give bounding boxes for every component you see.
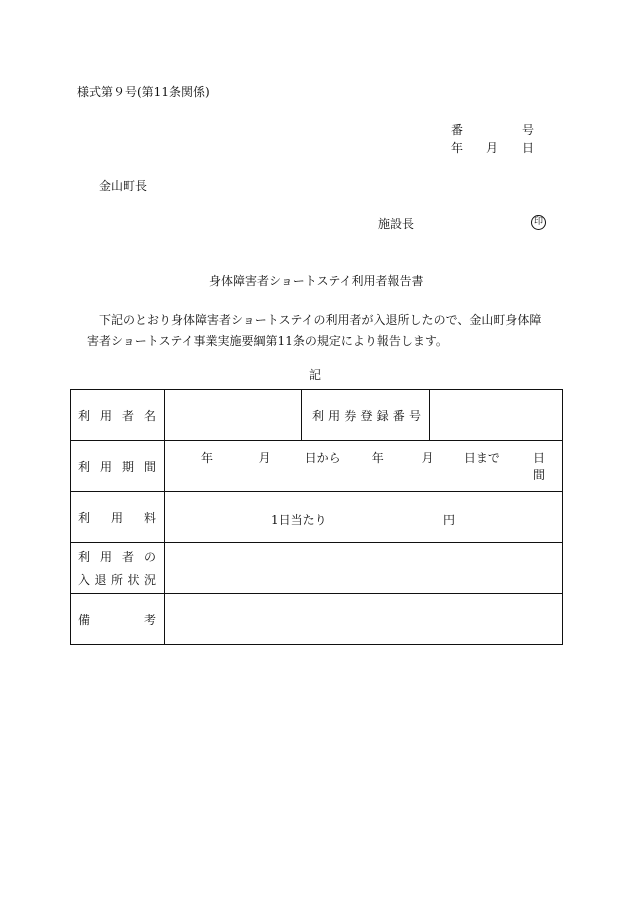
- intro-line-2: 害者ショートステイ事業実施要綱第11条の規定により報告します。: [87, 334, 448, 348]
- label-usage-period: [71, 441, 165, 492]
- label-char: 考: [143, 612, 156, 627]
- label-char: 料: [143, 510, 156, 525]
- label-usage-fee: [71, 492, 165, 543]
- period-end-day: 日まで: [463, 451, 500, 465]
- remarks-field[interactable]: [165, 594, 563, 645]
- label-char: 利: [78, 459, 91, 474]
- form-number: 様式第９号(第11条関係): [77, 85, 210, 99]
- label-user-name: [71, 390, 165, 441]
- label-voucher-number: [302, 390, 430, 441]
- fee-unit: 円: [443, 513, 456, 527]
- seal-mark: 印: [531, 215, 546, 230]
- voucher-number-field[interactable]: [430, 390, 563, 441]
- label-char: 況: [143, 573, 156, 587]
- label-char: 録: [376, 408, 389, 423]
- date-day: 日: [522, 141, 535, 155]
- period-end-month: 月: [421, 451, 434, 465]
- label-char: 券: [344, 408, 357, 423]
- admission-status-field[interactable]: [165, 543, 563, 594]
- label-char: 期: [121, 459, 134, 474]
- period-start-day: 日から: [304, 451, 341, 465]
- label-char: 用: [99, 459, 112, 474]
- period-days: 日間: [532, 451, 545, 482]
- label-char: 者: [121, 408, 134, 423]
- period-end-year: 年: [371, 451, 384, 465]
- label-char: 利: [78, 408, 91, 423]
- date-year: 年: [451, 141, 464, 155]
- date-month: 月: [486, 141, 499, 155]
- usage-fee-field[interactable]: [165, 492, 563, 543]
- label-admission-status: [71, 543, 165, 594]
- label-char: 退: [94, 573, 107, 587]
- label-char: 所: [110, 573, 123, 587]
- document-number-suffix: 号: [522, 123, 535, 137]
- table-row-fee: [71, 492, 563, 543]
- label-char: 入: [78, 573, 91, 587]
- sender-title: 施設長: [378, 217, 415, 231]
- label-char: 利: [312, 408, 325, 423]
- fee-per-day-label: 1日当たり: [271, 513, 327, 527]
- table-row-status: [71, 543, 563, 594]
- label-char: 利: [78, 550, 91, 564]
- label-char: 状: [127, 573, 140, 587]
- label-char: 号: [408, 408, 421, 423]
- table-row-user-name: [71, 390, 563, 441]
- label-char: 利: [78, 510, 91, 525]
- label-char: 間: [143, 459, 156, 474]
- label-char: 番: [392, 408, 405, 423]
- period-start-month: 月: [258, 451, 271, 465]
- label-char: 用: [99, 408, 112, 423]
- label-char: 登: [360, 408, 373, 423]
- report-table: [70, 389, 563, 645]
- usage-period-field[interactable]: [165, 441, 563, 492]
- ki-heading: 記: [309, 368, 322, 382]
- label-char: 者: [121, 550, 134, 564]
- intro-paragraph: [87, 310, 577, 352]
- addressee: 金山町長: [99, 179, 148, 193]
- table-row-remarks: [71, 594, 563, 645]
- label-char: 備: [78, 612, 91, 627]
- table-row-period: [71, 441, 563, 492]
- label-remarks: [71, 594, 165, 645]
- document-title: 身体障害者ショートステイ利用者報告書: [209, 274, 424, 288]
- label-char: 用: [99, 550, 112, 564]
- label-char: の: [143, 550, 156, 564]
- label-char: 用: [328, 408, 341, 423]
- label-char: 名: [143, 408, 156, 423]
- label-char: 用: [110, 510, 123, 525]
- intro-line-1: 下記のとおり身体障害者ショートステイの利用者が入退所したので、金山町身体障: [99, 313, 542, 327]
- user-name-field[interactable]: [165, 390, 302, 441]
- document-number-label: 番: [451, 123, 464, 137]
- period-start-year: 年: [201, 451, 214, 465]
